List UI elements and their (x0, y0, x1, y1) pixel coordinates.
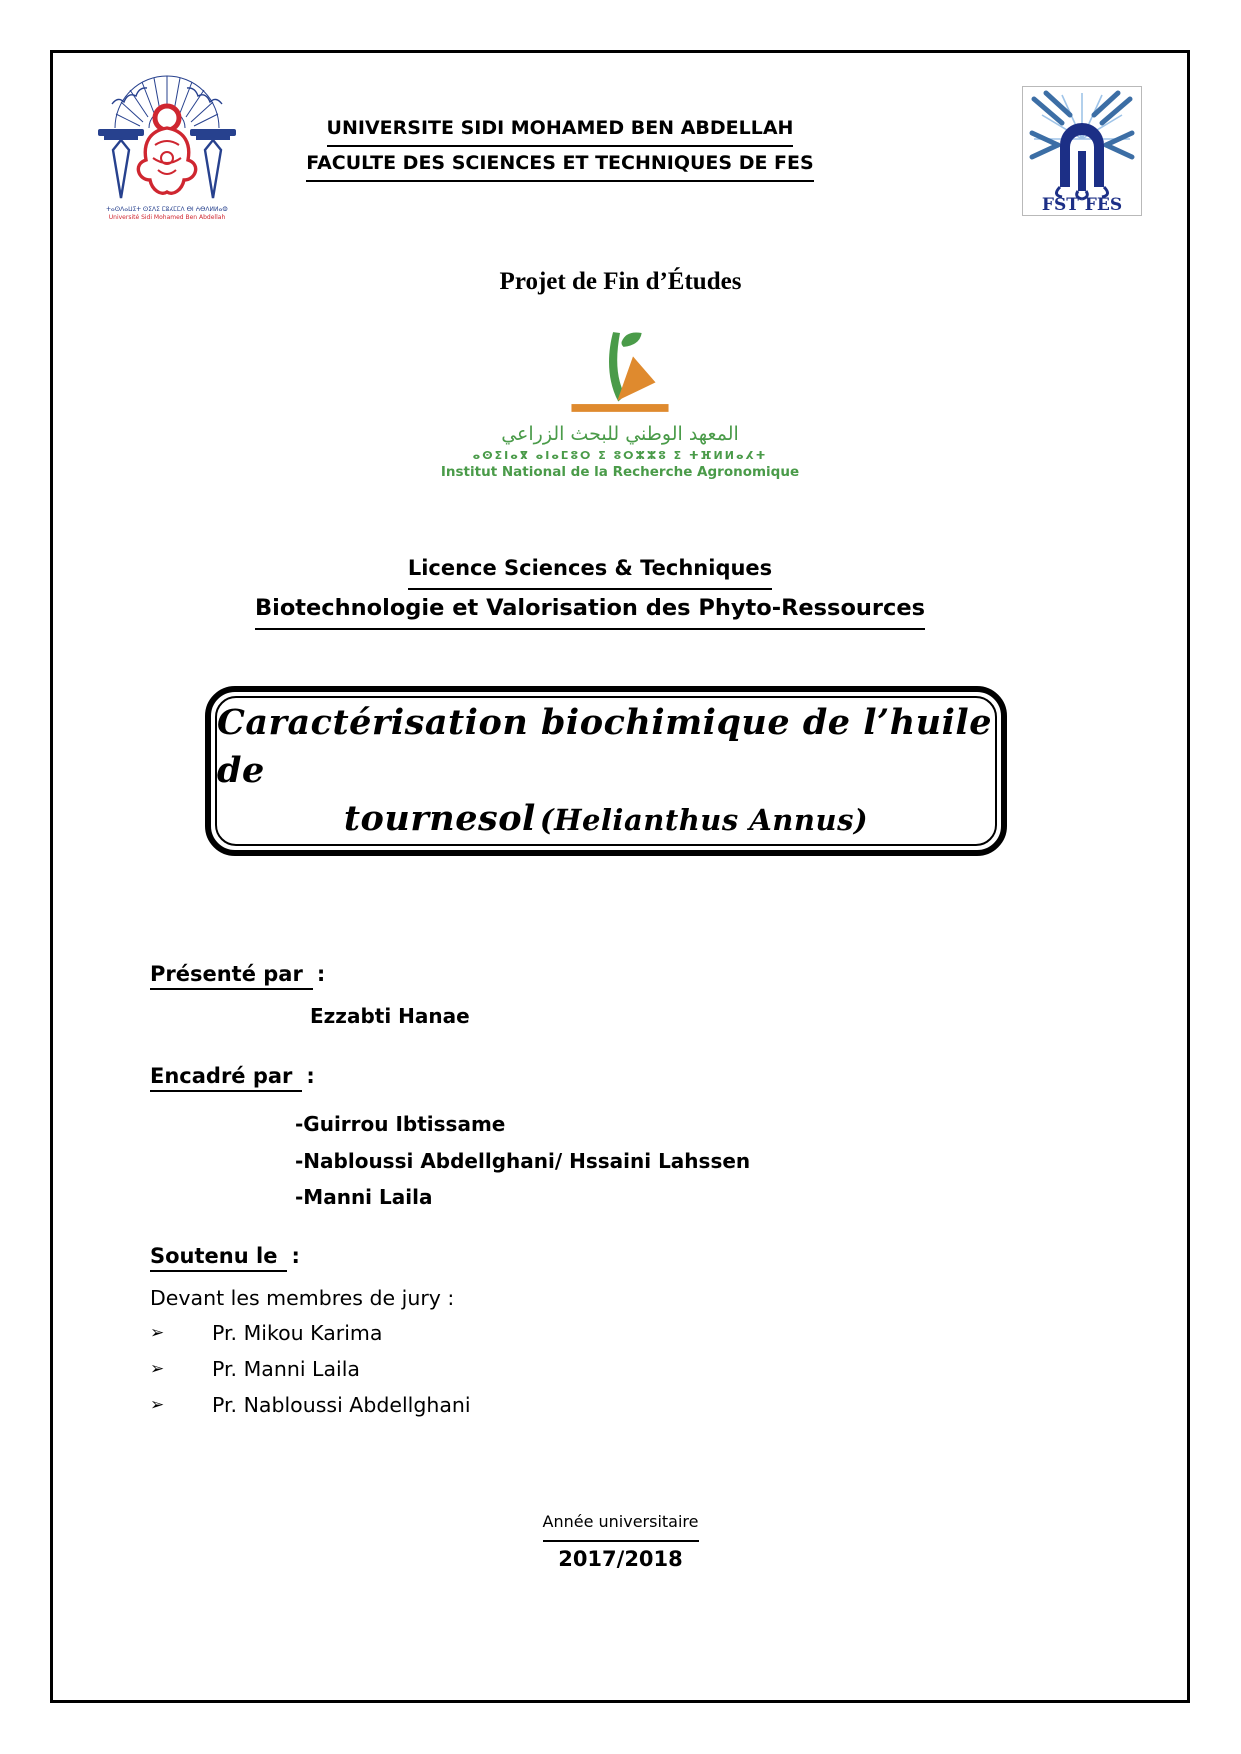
jury-member-row (150, 1315, 471, 1351)
usmba-caption-french: Université Sidi Mohamed Ben Abdellah (108, 214, 226, 221)
arrow-bullet-icon: ➢ (150, 1323, 165, 1343)
thesis-title-line2 (344, 795, 868, 844)
usmba-caption-tifinagh: ⵜⴰⵙⴷⴰⵡⵉⵜ ⵙⵉⴷⵉ ⵎⵓⵃⵎⵎⴷ ⴱⵏ ⵄⴱⴷⵍⵍⴰⵀ (106, 206, 228, 213)
thesis-title-line1: Caractérisation biochimique de l’huile de (217, 701, 992, 791)
supervised-by-section (150, 1064, 315, 1092)
specialty-name: Biotechnologie et Valorisation des Phyto-Ressources (255, 590, 925, 630)
thesis-title-latin-name: (Helianthus Annus) (539, 802, 869, 837)
header-text (255, 112, 865, 182)
supervisor-name: -Manni Laila (295, 1185, 433, 1209)
academic-year-block (0, 1505, 1241, 1576)
supervisor-name: -Guirrou Ibtissame (295, 1112, 506, 1136)
defense-date-colon: : (291, 1244, 300, 1268)
arrow-bullet-icon: ➢ (150, 1359, 165, 1379)
defense-section (150, 1244, 471, 1423)
degree-name: Licence Sciences & Techniques (408, 550, 772, 590)
inra-name-arabic: المعهد الوطني للبحث الزراعي (501, 423, 739, 445)
fst-fes-logo-graphic (1026, 89, 1138, 213)
academic-year-value: 2017/2018 (558, 1547, 683, 1571)
thesis-title-line2-main: tournesol (343, 797, 536, 839)
thesis-title-box (205, 686, 1007, 856)
presented-by-label: Présenté par (150, 962, 313, 990)
jury-member-name: Pr. Manni Laila (212, 1357, 360, 1381)
project-type-title: Projet de Fin d’Études (499, 268, 742, 295)
faculty-name: FACULTE DES SCIENCES ET TECHNIQUES DE FES (306, 147, 813, 182)
presented-by-section (150, 962, 325, 990)
jury-member-name: Pr. Nabloussi Abdellghani (212, 1393, 471, 1417)
inra-logo (420, 330, 820, 482)
inra-name-tifinagh: ⴰⵙⵉⵏⴰⴳ ⴰⵏⴰⵎⵓⵔ ⵉ ⵓⵔⵣⵣⵓ ⵉ ⵜⴼⵍⵍⴰⵃⵜ (472, 449, 768, 462)
jury-intro: Devant les membres de jury : (150, 1286, 455, 1310)
page-border-frame (50, 50, 1190, 1703)
supervised-by-colon: : (306, 1064, 315, 1088)
supervisor-name: -Nabloussi Abdellghani/ Hssaini Lahssen (295, 1148, 751, 1173)
inra-name-french: Institut National de la Recherche Agronomique (440, 464, 800, 480)
defense-date-row (150, 1244, 471, 1272)
jury-member-name: Pr. Mikou Karima (212, 1321, 383, 1345)
fst-fes-logo (1022, 86, 1142, 216)
fst-fes-logo-text: FST FES (1041, 195, 1123, 213)
student-name: Ezzabti Hanae (310, 1004, 470, 1028)
thesis-title-inner-border (215, 696, 997, 846)
usmba-logo-graphic (92, 70, 242, 202)
inra-logo-graphic (568, 330, 672, 414)
defense-date-label: Soutenu le (150, 1244, 287, 1272)
jury-member-row (150, 1351, 471, 1387)
university-name: UNIVERSITE SIDI MOHAMED BEN ABDELLAH (327, 112, 794, 147)
jury-member-row (150, 1387, 471, 1423)
academic-year-label: Année universitaire (543, 1505, 699, 1542)
supervisor-list (295, 1106, 750, 1216)
supervised-by-label: Encadré par (150, 1064, 302, 1092)
usmba-logo (92, 70, 242, 222)
presented-by-colon: : (316, 962, 326, 986)
arrow-bullet-icon: ➢ (150, 1395, 165, 1415)
program-block (20, 550, 1160, 630)
